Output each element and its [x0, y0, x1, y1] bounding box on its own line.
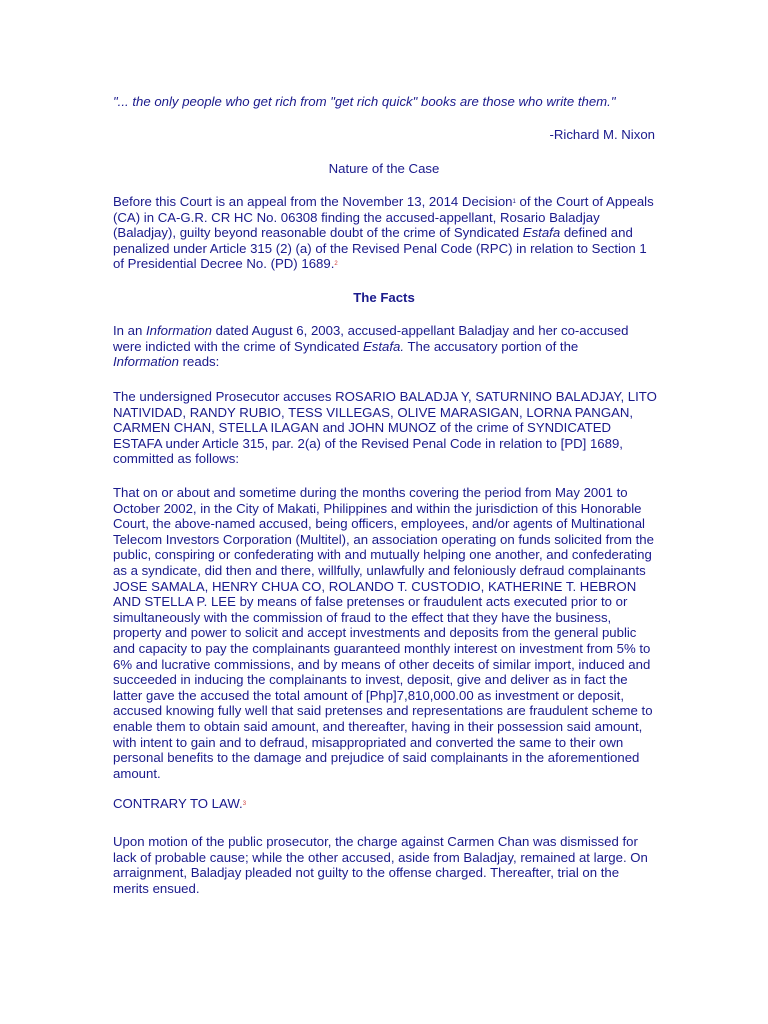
charge-paragraph: That on or about and sometime during the months covering the period from May 2001 to October 2002, in the City of Makati, Philippines and within the jurisdiction of this Honorable Court, the above-named accused, being officers, employees, and/or agents of Multinational Telecom Investors Corporation (Multitel), an association operating on funds solicited from the public, conspiring or confederating with and mutually helping one another, and confederating as a syndicate, did then and there, willfully, unlawfully and feloniously defraud complainants JOSE SAMALA, HENRY CHUA CO, ROLANDO T. CUSTODIO, KATHERINE T. HEBRON AND STELLA P. LEE by means of false pretenses or fraudulent acts executed prior to or simultaneously with the commission of fraud to the effect that they have the business, property and power to solicit and accept investments and deposits from the general public and capacity to pay the complainants guaranteed monthly interest on investment from 5% to 6% and lucrative commissions, and by means of other deceits of similar import, induced and succeeded in inducing the complainants to invest, deposit, give and deliver as in fact the latter gave the accused the total amount of [Php]7,810,000.00 as investment or deposit, accused knowing fully well that said pretenses and representations are fraudulent scheme to enable them to obtain said amount, and thereafter, having in their possession said amount, with intent to gain and to defraud, misappropriated and converted the same to their own personal benefits to the damage and prejudice of said complainants in the aforementioned amount.	[113, 485, 654, 781]
footnote-ref-1[interactable]: 1	[512, 199, 516, 205]
facts-text-7: reads:	[178, 354, 220, 370]
nature-text-2: of the Court of Appeals (CA) in CA-G.R. CR HC No. 06308 finding the accused-appellant, Rosario Baladjay (Baladjay), guilty beyond reasonable doubt of the crime of Syndicated	[113, 194, 654, 241]
nature-text-estafa: Estafa	[522, 225, 561, 241]
nature-text-1: Before this Court is an appeal from the November 13, 2014 Decision	[113, 194, 513, 209]
epigraph-quote: "... the only people who get rich from "get rich quick" books are those who write them."	[113, 94, 616, 109]
footnote-ref-2[interactable]: 2	[334, 261, 338, 268]
contrary-text: CONTRARY TO LAW.	[113, 796, 243, 811]
facts-paragraph	[113, 323, 658, 370]
nature-heading: Nature of the Case	[328, 161, 440, 176]
contrary-to-law	[113, 796, 658, 812]
facts-text-3: dated August 6, 2003, accused-appellant Baladjay and her co-accused were indicted with the crime of Syndicated	[113, 323, 629, 354]
facts-text-estafa: Estafa.	[362, 338, 405, 354]
facts-text-5: The accusatory portion of the	[404, 338, 579, 354]
accusation-paragraph: The undersigned Prosecutor accuses ROSARIO BALADJA Y, SATURNINO BALADJAY, LITO NATIVIDAD, RANDY RUBIO, TESS VILLEGAS, OLIVE MARASIGAN, LORNA PANGAN, CARMEN CHAN, STELLA ILAGAN and JOHN MUNOZ of the crime of SYNDICATED ESTAFA under Article 315, par. 2(a) of the Revised Penal Code in relation to [PD] 1689, committed as follows:	[113, 389, 657, 467]
epigraph-attribution: -Richard M. Nixon	[549, 127, 655, 142]
nature-text-4: defined and penalized under Article 315 (2) (a) of the Revised Penal Code (RPC) in relation to Section 1 of Presidential Decree No. (PD) 1689.	[113, 225, 647, 272]
facts-text-1: In an	[113, 323, 146, 338]
facts-text-information-2: Information	[113, 354, 179, 370]
closing-paragraph: Upon motion of the public prosecutor, the charge against Carmen Chan was dismissed for lack of probable cause; while the other accused, aside from Baladjay, remained at large. On arraignment, Baladjay pleaded not guilty to the offense charged. Thereafter, trial on the merits ensued.	[113, 834, 648, 896]
nature-paragraph	[113, 194, 658, 272]
facts-heading: The Facts	[353, 290, 415, 305]
facts-text-information: Information	[146, 323, 212, 338]
footnote-ref-3[interactable]: 3	[242, 801, 247, 807]
